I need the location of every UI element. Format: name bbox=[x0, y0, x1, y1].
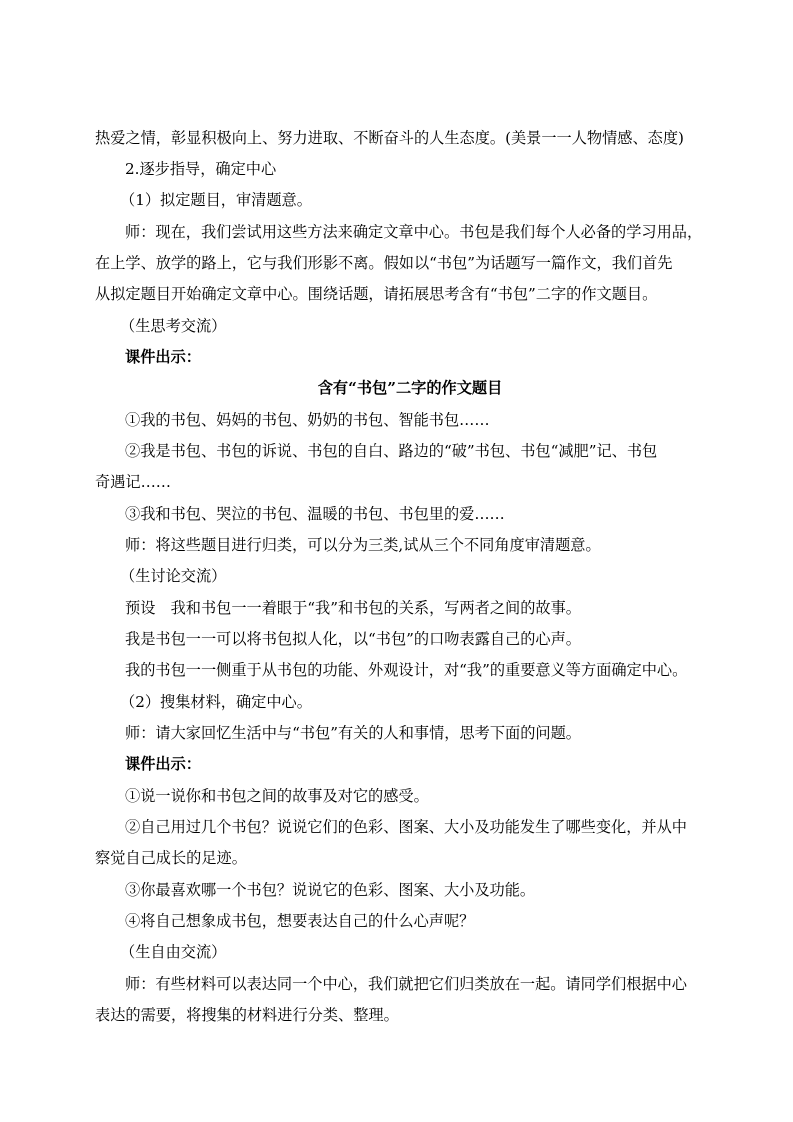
paragraph-line: 在上学、放学的路上，它与我们形影不离。假如以“书包”为话题写一篇作文，我们首先 bbox=[95, 254, 673, 272]
subsection-heading: （2）搜集材料，确定中心。 bbox=[120, 693, 312, 711]
activity-note: （生讨论交流） bbox=[120, 567, 227, 585]
paragraph-line: 热爱之情，彰显积极向上、努力进取、不断奋斗的人生态度。(美景一一人物情感、态度) bbox=[95, 129, 684, 147]
paragraph-line: 从拟定题目开始确定文章中心。围绕话题，请拓展思考含有“书包”二字的作文题目。 bbox=[95, 285, 658, 303]
list-item: ②我是书包、书包的诉说、书包的自白、路边的“破”书包、书包“减肥”记、书包 bbox=[125, 442, 658, 460]
courseware-label: 课件出示： bbox=[125, 755, 201, 773]
paragraph-line: 我的书包一一侧重于从书包的功能、外观设计，对“我”的重要意义等方面确定中心。 bbox=[125, 661, 688, 679]
list-item: ③我和书包、哭泣的书包、温暖的书包、书包里的爱…… bbox=[125, 505, 505, 523]
paragraph-line: 我是书包一一可以将书包拟人化，以“书包”的口吻表露自己的心声。 bbox=[125, 630, 581, 648]
section-heading: 2.逐步指导，确定中心 bbox=[125, 160, 277, 178]
list-item: ①说一说你和书包之间的故事及对它的感受。 bbox=[125, 787, 429, 805]
list-item-continued: 奇遇记…… bbox=[95, 473, 171, 491]
list-item: ②自己用过几个书包？说说它们的色彩、图案、大小及功能发生了哪些变化，并从中 bbox=[125, 818, 687, 836]
courseware-label: 课件出示： bbox=[125, 348, 201, 366]
activity-note: （生自由交流） bbox=[120, 943, 227, 961]
paragraph-line: 师：请大家回忆生活中与“书包”有关的人和事情，思考下面的问题。 bbox=[125, 724, 581, 742]
list-item: ④将自己想象成书包，想要表达自己的什么心声呢？ bbox=[125, 912, 475, 930]
paragraph-line: 师：现在，我们尝试用这些方法来确定文章中心。书包是我们每个人必备的学习用品， bbox=[125, 223, 703, 241]
paragraph-line: 预设 我和书包一一着眼于“我”和书包的关系，写两者之间的故事。 bbox=[125, 599, 581, 617]
list-item: ③你最喜欢哪一个书包？说说它的色彩、图案、大小及功能。 bbox=[125, 881, 536, 899]
list-item-continued: 察觉自己成长的足迹。 bbox=[95, 849, 247, 867]
subsection-heading: （1）拟定题目，审清题意。 bbox=[120, 191, 312, 209]
list-item: ①我的书包、妈妈的书包、奶奶的书包、智能书包…… bbox=[125, 411, 490, 429]
activity-note: （生思考交流） bbox=[120, 317, 227, 335]
paragraph-line: 师：有些材料可以表达同一个中心，我们就把它们归类放在一起。请同学们根据中心 bbox=[125, 975, 687, 993]
courseware-title: 含有“书包”二字的作文题目 bbox=[317, 379, 503, 397]
paragraph-line: 师：将这些题目进行归类，可以分为三类,试从三个不同角度审清题意。 bbox=[125, 536, 601, 554]
paragraph-line: 表达的需要，将搜集的材料进行分类、整理。 bbox=[95, 1006, 399, 1024]
